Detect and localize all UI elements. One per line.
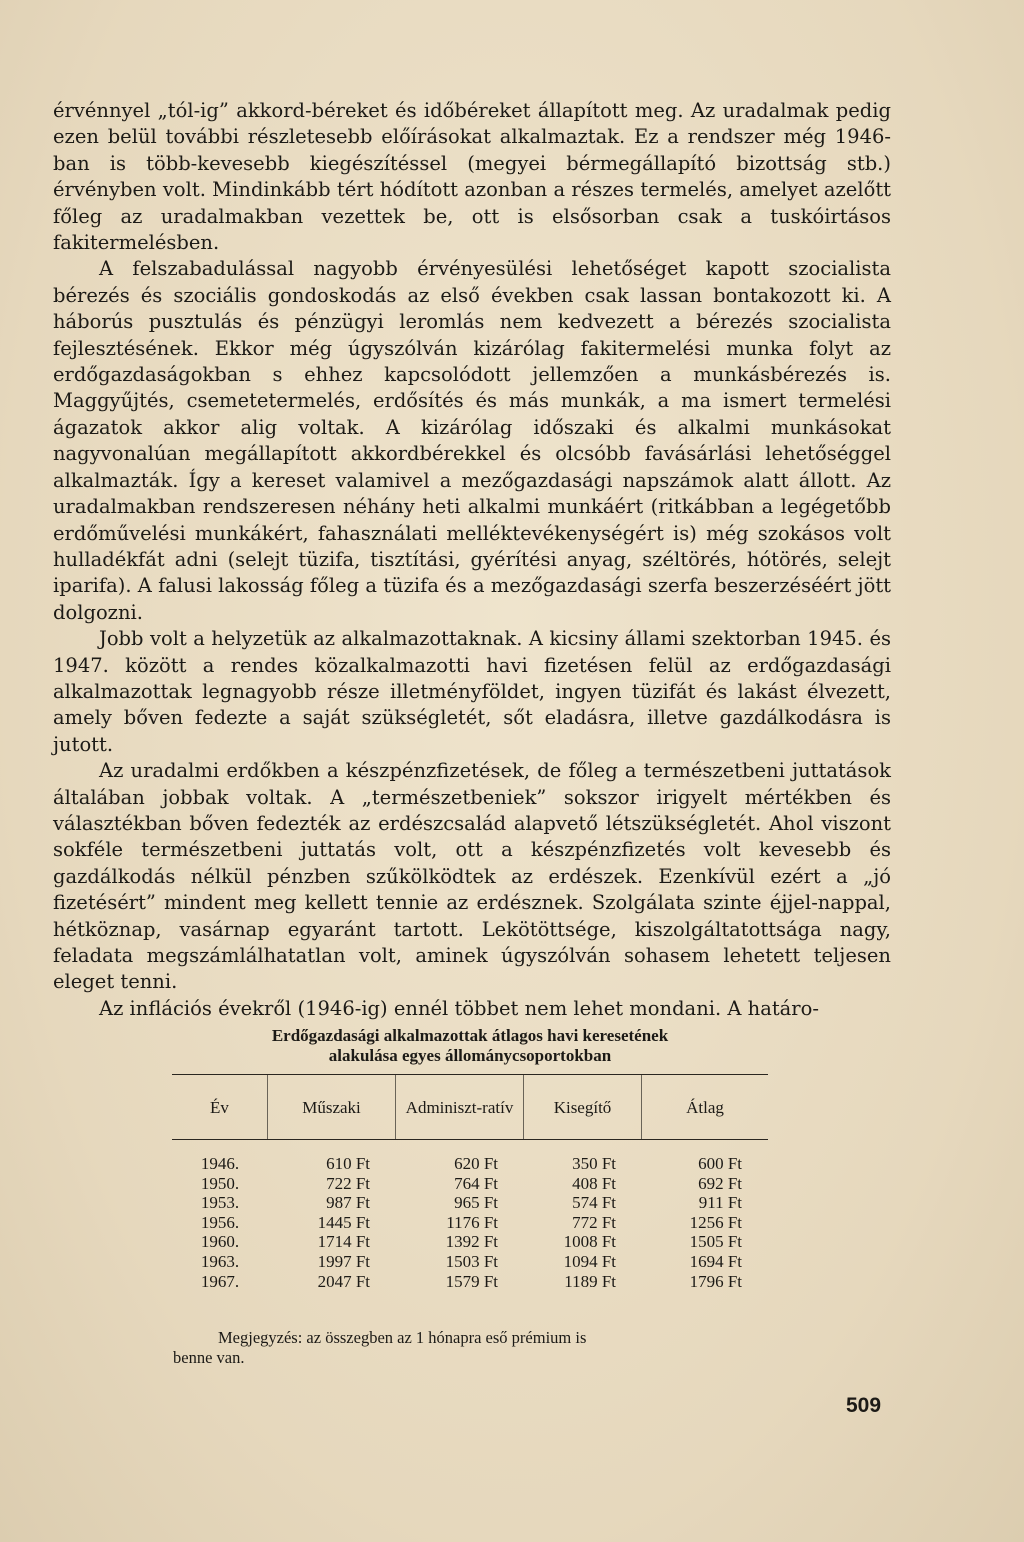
table-cell: 1946. bbox=[200, 1154, 240, 1173]
table-cell: 1950. bbox=[200, 1173, 240, 1193]
note-line: benne van. bbox=[173, 1348, 245, 1367]
table-cell: 692 Ft bbox=[698, 1173, 742, 1193]
table-cell: 2047 Ft bbox=[317, 1271, 370, 1291]
note-line: Megjegyzés: az összegben az 1 hónapra eső prémium is bbox=[218, 1328, 587, 1347]
table-cell: 1503 Ft bbox=[445, 1251, 498, 1271]
table-cell: 1694 Ft bbox=[689, 1251, 742, 1271]
table-cell: 1094 Ft bbox=[563, 1251, 616, 1271]
table-row bbox=[172, 1193, 768, 1213]
table-row bbox=[172, 1213, 768, 1233]
table-header-row bbox=[172, 1075, 768, 1139]
table-cell: 1392 Ft bbox=[445, 1232, 498, 1252]
paragraph: Az inflációs évekről (1946-ig) ennél többet nem lehet mondani. A határo- bbox=[99, 996, 819, 1020]
table-note bbox=[173, 1328, 778, 1368]
paragraph: Jobb volt a helyzetük az alkalmazottaknak. A kicsiny állami szektorban 1945. és 1947. között a rendes közalkalmazotti havi fizetésen felül az erdőgazdasági alkalmazottak legnagyobb része illetményföldet, ingyen tüzifát és lakást élvezett, amely bőven fedezte a saját szükségletét, sőt eladásra, illetve gazdálkodásra is jutott. bbox=[53, 627, 891, 756]
table-cell: 408 Ft bbox=[572, 1173, 616, 1193]
table-cell: 911 Ft bbox=[698, 1193, 742, 1213]
table-cell: 1960. bbox=[200, 1232, 240, 1252]
table-cell: 1176 Ft bbox=[446, 1212, 498, 1232]
paragraph: Az uradalmi erdőkben a készpénzfizetések, de főleg a természetbeni juttatások általában jobbak voltak. A „természetbeniek” sokszor irigyelt mértékben és választékban bőven fedezték az erdészcsalád alapvető létszükségletét. Ahol viszont sokféle természetbeni juttatás volt, ott a készpénzfizetés volt kevesebb és gazdálkodás nélkül pénzben szűkölködtek az erdészek. Ezenkívül ezért a „jó fizetésért” mindent meg kellett tennie az erdésznek. Szolgálata szinte éjjel-nappal, hétköznap, vasárnap egyaránt tartott. Lekötöttsége, kiszolgáltatottsága nagy, feladata megszámlálhatatlan volt, aminek úgyszólván sohasem lehetett teljesen eleget tenni. bbox=[53, 759, 891, 994]
table-cell: 620 Ft bbox=[454, 1154, 498, 1173]
table-cell: 764 Ft bbox=[454, 1173, 498, 1193]
table-row bbox=[172, 1174, 768, 1194]
table-cell: 610 Ft bbox=[326, 1154, 370, 1173]
table-row bbox=[172, 1272, 768, 1292]
table-cell: 1796 Ft bbox=[689, 1271, 742, 1291]
table-cell: 1997 Ft bbox=[317, 1251, 370, 1271]
table-cell: 1953. bbox=[200, 1193, 240, 1213]
table-cell: 600 Ft bbox=[698, 1154, 742, 1173]
table-title bbox=[172, 1026, 768, 1066]
table-cell: 987 Ft bbox=[326, 1193, 370, 1213]
table-cell: 1967. bbox=[200, 1271, 240, 1291]
table-cell: 1505 Ft bbox=[689, 1232, 742, 1252]
table-title-line: alakulása egyes állománycsoportokban bbox=[328, 1046, 612, 1065]
table-cell: 1963. bbox=[200, 1251, 240, 1271]
table-cell: 1714 Ft bbox=[317, 1232, 370, 1252]
table-cell: 574 Ft bbox=[572, 1193, 616, 1213]
table-cell: 1445 Ft bbox=[317, 1212, 370, 1232]
table-row bbox=[172, 1154, 768, 1174]
table-cell: 350 Ft bbox=[572, 1154, 616, 1173]
table-cell: 772 Ft bbox=[572, 1212, 616, 1232]
table-cell: 1956. bbox=[200, 1212, 240, 1232]
page-number: 509 bbox=[846, 1394, 882, 1417]
table-cell: 965 Ft bbox=[454, 1193, 498, 1213]
earnings-table bbox=[172, 1026, 768, 1291]
table-cell: 722 Ft bbox=[326, 1173, 370, 1193]
table-cell: 1579 Ft bbox=[445, 1271, 498, 1291]
paragraph: A felszabadulással nagyobb érvényesülési lehetőséget kapott szocialista bérezés és szociális gondoskodás az első években csak lassan bontakozott ki. A háborús pusztulás és pénzügyi leromlás nem kedvezett a bérezés szocialista fejlesztésének. Ekkor még úgyszólván kizárólag fakitermelési munka folyt az erdőgazdaságokban s ehhez kapcsolódott jellemzően a munkásbérezés is. Maggyűjtés, csemetetermelés, erdősítés és más munkák, a ma ismert termelési ágazatok akkor alig voltak. A kizárólag időszaki és alkalmi munkásokat nagyvonalúan megállapított akkordbérekkel és olcsóbb favásárlási lehetőséggel alkalmazták. Így a kereset valamivel a mezőgazdasági napszámok alatt állott. Az uradalmakban rendszeresen néhány heti alkalmi munkáért (ritkábban a legégetőbb erdőművelési munkákért, fahasználati melléktevékenységért is) még szokásos volt hulladékfát adni (selejt tüzifa, tisztítási, gyérítési anyag, széltörés, hótörés, selejt iparifa). A falusi lakosság főleg a tüzifa és a mezőgazdasági szerfa beszerzéséért jött dolgozni. bbox=[53, 257, 891, 624]
table-row bbox=[172, 1232, 768, 1252]
column-header: Év bbox=[172, 1075, 268, 1139]
table-cell: 1256 Ft bbox=[689, 1212, 742, 1232]
paragraph: érvénnyel „tól-ig” akkord-béreket és időbéreket állapított meg. Az uradalmak pedig ezen belül további részletesebb előírásokat alkalmaztak. Ez a rendszer még 1946-ban is több-kevesebb kiegészítéssel (megyei bérmegállapító bizottság stb.) érvényben volt. Mindinkább tért hódított azonban a részes termelés, amelyet azelőtt főleg az uradalmakban vezettek be, ott is elsősorban csak a tuskóirtásos fakitermelésben. bbox=[53, 99, 891, 255]
body-text bbox=[53, 98, 891, 1022]
table-cell: 1008 Ft bbox=[563, 1232, 616, 1252]
column-header: Adminiszt-ratív bbox=[396, 1075, 524, 1139]
table-cell: 1189 Ft bbox=[564, 1271, 616, 1291]
column-header: Kisegítő bbox=[524, 1075, 642, 1139]
column-header: Átlag bbox=[686, 1097, 724, 1117]
table-title-line: Erdőgazdasági alkalmazottak átlagos havi keresetének bbox=[271, 1026, 669, 1045]
table-body bbox=[172, 1140, 768, 1291]
column-header: Műszaki bbox=[268, 1075, 396, 1139]
table-row bbox=[172, 1252, 768, 1272]
